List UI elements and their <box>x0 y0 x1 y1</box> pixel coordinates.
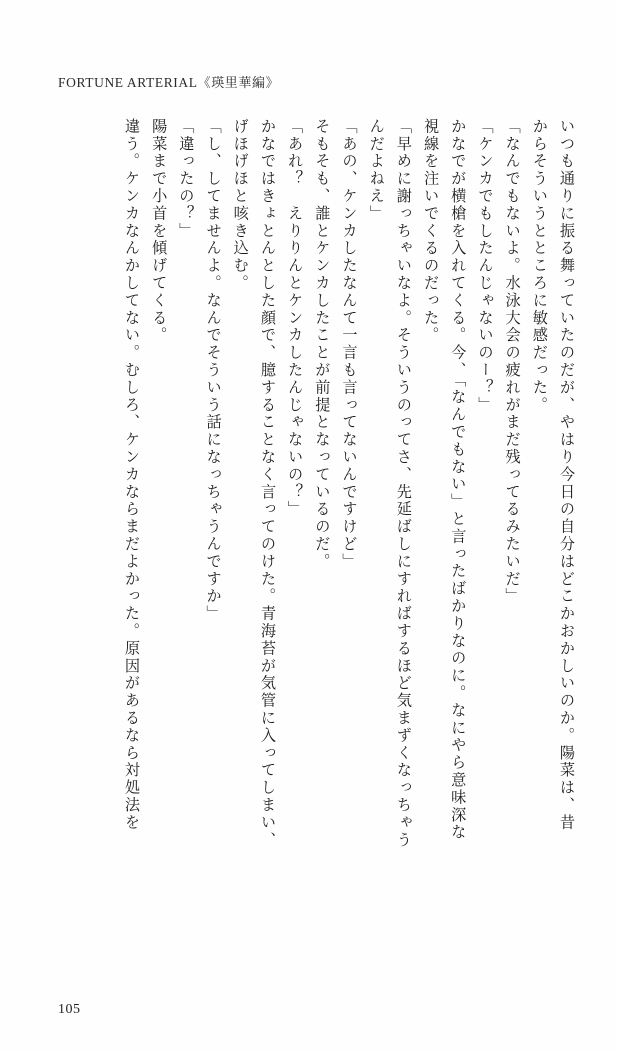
text-column: 「違ったの？」 <box>177 118 196 240</box>
text-column: かなでが横槍を入れてくる。今、「なんでもない」と言ったばかりなのに。なにやら意味深な <box>449 118 468 842</box>
text-column: 「ケンカでもしたんじゃないのー？」 <box>476 118 495 414</box>
vertical-text-body <box>46 118 574 963</box>
text-column: げほげほと咳き込む。 <box>231 118 250 292</box>
text-column: 「し、してませんよ。なんでそういう話になっちゃうんですか」 <box>204 118 223 623</box>
text-column: 「なんでもないよ。水泳大会の疲れがまだ残ってるみたいだ」 <box>503 118 522 606</box>
page-number: 105 <box>58 1002 81 1017</box>
text-column: いつも通りに振る舞っていたのだが、やはり今日の自分はどこかおかしいのか。陽菜は、昔 <box>558 118 576 832</box>
text-column: からそういうとところに敏感だった。 <box>530 118 549 414</box>
running-head-subtitle: 《瑛里華編》 <box>197 76 280 91</box>
text-column: んだよねえ」 <box>367 118 386 223</box>
text-column: 「早めに謝っちゃいなよ。そういうのってさ、先延ばしにすればするほど気まずくなっちゃう <box>394 118 413 849</box>
text-column: 「あの、ケンカしたなんて一言も言ってないんですけど」 <box>340 118 359 571</box>
text-column: 視線を注いでくるのだった。 <box>422 118 441 345</box>
running-head-title: FORTUNE ARTERIAL <box>58 75 198 90</box>
text-column: 「あれ？ えりりんとケンカしたんじゃないの？」 <box>286 118 305 519</box>
running-head <box>58 72 279 91</box>
text-column: かなではきょとんとした顔で、臆することなく言ってのけた。青海苔が気管に入ってしまい、 <box>258 118 277 849</box>
text-column: 陽菜まで小首を傾げてくる。 <box>150 118 169 345</box>
text-column: 違う。ケンカなんかしてない。むしろ、ケンカならまだよかった。原因があるなら対処法を <box>123 118 141 832</box>
text-column: そもそも、誰とケンカしたことが前提となっているのだ。 <box>313 118 332 571</box>
